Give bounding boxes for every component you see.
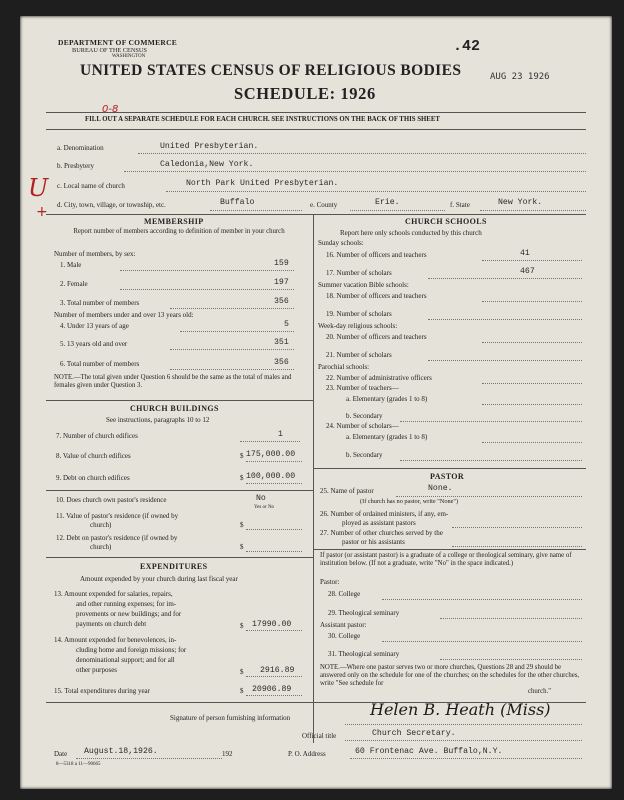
rule — [170, 369, 294, 370]
rule — [313, 468, 586, 469]
rule — [246, 529, 302, 530]
presbytery-value: Caledonia,New York. — [160, 160, 254, 169]
rule — [396, 496, 582, 497]
q15-label: 15. Total expenditures during year — [54, 687, 150, 695]
q28-label: 28. College — [328, 590, 361, 598]
rule — [482, 342, 582, 343]
members-by-age: Number of members under and over 13 years old: — [54, 311, 194, 319]
presbytery-label: b. Presbytery — [57, 162, 94, 170]
rule — [345, 740, 582, 741]
city-label: WASHINGTON — [112, 54, 146, 59]
q26-line-1: 26. Number of ordained ministers, if any, em- — [320, 510, 449, 518]
edifices-label: 7. Number of church edifices — [56, 432, 138, 440]
q27-line-1: 27. Number of other churches served by the — [320, 529, 443, 537]
rule — [166, 191, 586, 192]
sunday-schools-label: Sunday schools: — [318, 239, 364, 247]
pastor-subheading: Pastor: — [320, 578, 340, 586]
rule — [120, 270, 294, 271]
date-label: Date — [54, 750, 68, 758]
year-suffix: 192 — [222, 750, 233, 758]
rule — [452, 546, 582, 547]
po-address-value: 60 Frontenac Ave. Buffalo,N.Y. — [355, 747, 503, 756]
official-title-value: Church Secretary. — [372, 729, 456, 738]
rule — [46, 557, 313, 558]
q18-label: 18. Number of officers and teachers — [326, 292, 427, 300]
expenditures-heading: EXPENDITURES — [140, 562, 208, 571]
rule — [350, 758, 582, 759]
q17-label: 17. Number of scholars — [326, 269, 392, 277]
expenditures-intro: Amount expended by your church during last fiscal year — [80, 575, 238, 583]
pastor-note-end: church." — [528, 688, 551, 695]
department-label: DEPARTMENT OF COMMERCE — [58, 38, 178, 47]
print-codes: 8—5318 a 11—90665 — [56, 762, 101, 767]
pastor-note: NOTE.—Where one pastor serves two or more churches, Questions 28 and 29 should be answered only on the schedule for one of the churches; on the schedules for the other churches, write "See schedule for — [320, 664, 580, 687]
rule — [46, 490, 313, 491]
graduate-note: If pastor (or assistant pastor) is a graduate of a college or theological seminary, give name of institution below. (If not a graduate, write "No" in the space indicated.) — [320, 552, 572, 567]
dollar-sign: $ — [240, 687, 244, 695]
rule — [428, 319, 582, 320]
form-title: UNITED STATES CENSUS OF RELIGIOUS BODIES — [80, 62, 462, 79]
signature: Helen B. Heath (Miss) — [370, 700, 551, 719]
residence-value-label: 11. Value of pastor's residence (if owned by — [56, 512, 179, 520]
parochial-schools-label: Parochial schools: — [318, 363, 370, 371]
rule — [170, 308, 294, 309]
dollar-sign: $ — [240, 668, 244, 676]
q17-value: 467 — [520, 267, 535, 276]
male-label: 1. Male — [60, 261, 82, 269]
rule — [428, 360, 582, 361]
members-by-sex: Number of members, by sex: — [54, 250, 136, 258]
dollar-sign: $ — [240, 622, 244, 630]
rule — [480, 210, 586, 211]
q25-label: 25. Name of pastor — [320, 487, 374, 495]
q26-line-2: ployed as assistant pastors — [342, 519, 416, 527]
q24a-label: a. Elementary (grades 1 to 8) — [346, 433, 428, 441]
residence-debt-label: 12. Debt on pastor's residence (if owned by — [56, 534, 178, 542]
dollar-sign: $ — [240, 474, 244, 482]
weekday-schools-label: Week-day religious schools: — [318, 322, 398, 330]
rule — [246, 630, 302, 631]
total-by-age-value: 356 — [274, 358, 289, 367]
pastor-heading: PASTOR — [430, 472, 465, 481]
local-church-value: North Park United Presbyterian. — [186, 179, 339, 188]
instructions-banner: FILL OUT A SEPARATE SCHEDULE FOR EACH CHURCH. SEE INSTRUCTIONS ON THE BACK OF THIS SHEET — [85, 116, 440, 123]
membership-note: NOTE.—The total given under Question 6 should be the same as the total of males and females given under Question 3. — [54, 374, 292, 389]
state-value: New York. — [498, 198, 543, 207]
form-subtitle: SCHEDULE: 1926 — [234, 84, 376, 103]
q30-label: 30. College — [328, 632, 361, 640]
q23b-label: b. Secondary — [346, 412, 383, 420]
rule — [382, 641, 582, 642]
total-members-value: 356 — [274, 297, 289, 306]
total-by-age-label: 6. Total number of members — [60, 360, 140, 368]
rule — [440, 618, 582, 619]
rule — [400, 421, 582, 422]
column-divider — [313, 214, 314, 743]
city-town-label: d. City, town, village, or township, etc. — [57, 201, 166, 209]
over-13-value: 351 — [274, 338, 289, 347]
q13-line-2: and other running expenses; for im- — [76, 600, 177, 608]
rule — [180, 331, 294, 332]
rule — [350, 210, 445, 211]
rule — [440, 659, 582, 660]
state-label: f. State — [450, 201, 470, 209]
over-13-label: 5. 13 years old and over — [60, 340, 128, 348]
denomination-value: United Presbyterian. — [160, 142, 259, 151]
po-address-label: P. O. Address — [288, 750, 326, 758]
rule — [210, 210, 302, 211]
rule — [482, 301, 582, 302]
q23a-label: a. Elementary (grades 1 to 8) — [346, 395, 428, 403]
rule — [428, 278, 582, 279]
rule — [313, 549, 586, 550]
q14-line-2: cluding home and foreign missions; for — [76, 646, 187, 654]
city-value: Buffalo — [220, 198, 255, 207]
rule — [482, 383, 582, 384]
q23-label: 23. Number of teachers— — [326, 384, 399, 392]
q24-label: 24. Number of scholars— — [326, 422, 399, 430]
male-value: 159 — [274, 259, 289, 268]
rule — [246, 551, 302, 552]
residence-value-label-2: church) — [90, 521, 112, 529]
census-schedule-sheet — [20, 16, 612, 789]
church-schools-heading: CHURCH SCHOOLS — [405, 217, 487, 226]
edifice-debt-amount: 100,000.00 — [246, 472, 296, 481]
edifices-value: 1 — [278, 430, 283, 439]
rule — [240, 441, 300, 442]
red-pencil-code: 0-8 — [102, 104, 119, 115]
pastor-residence-value: No — [256, 494, 266, 503]
rule — [120, 289, 294, 290]
county-label: e. County — [310, 201, 338, 209]
rule — [76, 758, 222, 759]
q27-line-2: pastor or his assistants — [342, 538, 405, 546]
q15-amount: 20906.89 — [252, 685, 292, 694]
rule — [400, 460, 582, 461]
q31-label: 31. Theological seminary — [328, 650, 400, 658]
assistant-pastor-subheading: Assistant pastor: — [320, 621, 367, 629]
church-schools-intro: Report here only schools conducted by this church — [340, 229, 482, 237]
q13-line-3: provements or new buildings; and for — [76, 610, 182, 618]
q13-amount: 17990.00 — [252, 620, 292, 629]
q14-line-3: denominational support; and for all — [76, 656, 175, 664]
official-title-label: Official title — [302, 732, 337, 740]
rule — [482, 404, 582, 405]
edifice-value-amount: 175,000.00 — [246, 450, 296, 459]
rule — [246, 676, 302, 677]
dollar-sign: $ — [240, 543, 244, 551]
rule — [482, 260, 582, 261]
rule — [46, 214, 586, 215]
red-pencil-mark: U — [28, 174, 49, 202]
dollar-sign: $ — [240, 452, 244, 460]
q21-label: 21. Number of scholars — [326, 351, 392, 359]
q14-line-1: 14. Amount expended for benevolences, in- — [54, 636, 177, 644]
q16-label: 16. Number of officers and teachers — [326, 251, 427, 259]
residence-debt-label-2: church) — [90, 543, 112, 551]
membership-heading: MEMBERSHIP — [144, 217, 204, 226]
yes-no-hint: Yes or No — [254, 505, 275, 510]
church-buildings-intro: See instructions, paragraphs 10 to 12 — [106, 416, 210, 424]
rule — [345, 724, 582, 725]
rule — [138, 153, 586, 154]
rule — [170, 349, 294, 350]
q14-line-4: other purposes — [76, 666, 118, 674]
q25-hint: (If church has no pastor, write "None") — [360, 498, 459, 505]
bureau-label: BUREAU OF THE CENSUS — [72, 47, 147, 54]
q13-line-1: 13. Amount expended for salaries, repairs, — [54, 590, 173, 598]
edifice-value-label: 8. Value of church edifices — [56, 452, 131, 460]
date-value: August.18,1926. — [84, 747, 158, 756]
rule — [246, 483, 302, 484]
rule — [124, 171, 586, 172]
rule — [246, 461, 302, 462]
q22-label: 22. Number of administrative officers — [326, 374, 432, 382]
rule — [382, 599, 582, 600]
rule — [46, 129, 586, 130]
rule — [452, 527, 582, 528]
rule — [246, 695, 302, 696]
dollar-sign: $ — [240, 521, 244, 529]
under-13-label: 4. Under 13 years of age — [60, 322, 129, 330]
church-buildings-heading: CHURCH BUILDINGS — [130, 404, 219, 413]
rule — [482, 442, 582, 443]
female-label: 2. Female — [60, 280, 88, 288]
q29-label: 29. Theological seminary — [328, 609, 400, 617]
q25-value: None. — [428, 484, 453, 493]
q13-line-4: payments on church debt — [76, 620, 147, 628]
local-church-label: c. Local name of church — [57, 182, 125, 190]
county-value: Erie. — [375, 198, 400, 207]
red-pencil-plus: + — [36, 204, 48, 220]
pastor-residence-label: 10. Does church own pastor's residence — [56, 496, 167, 504]
received-date-stamp: AUG 23 1926 — [490, 72, 550, 82]
denomination-label: a. Denomination — [57, 144, 104, 152]
rule — [46, 112, 586, 113]
signature-label: Signature of person furnishing information — [170, 714, 291, 722]
edifice-debt-label: 9. Debt on church edifices — [56, 474, 130, 482]
rule — [46, 400, 313, 401]
female-value: 197 — [274, 278, 289, 287]
total-members-label: 3. Total number of members — [60, 299, 140, 307]
summer-schools-label: Summer vacation Bible schools: — [318, 281, 409, 289]
q19-label: 19. Number of scholars — [326, 310, 392, 318]
q14-amount: 2916.89 — [260, 666, 295, 675]
under-13-value: 5 — [284, 320, 289, 329]
membership-intro: Report number of members according to definition of member in your church — [73, 228, 285, 235]
q24b-label: b. Secondary — [346, 451, 383, 459]
q20-label: 20. Number of officers and teachers — [326, 333, 427, 341]
schedule-number: .42 — [453, 38, 481, 55]
q16-value: 41 — [520, 249, 530, 258]
